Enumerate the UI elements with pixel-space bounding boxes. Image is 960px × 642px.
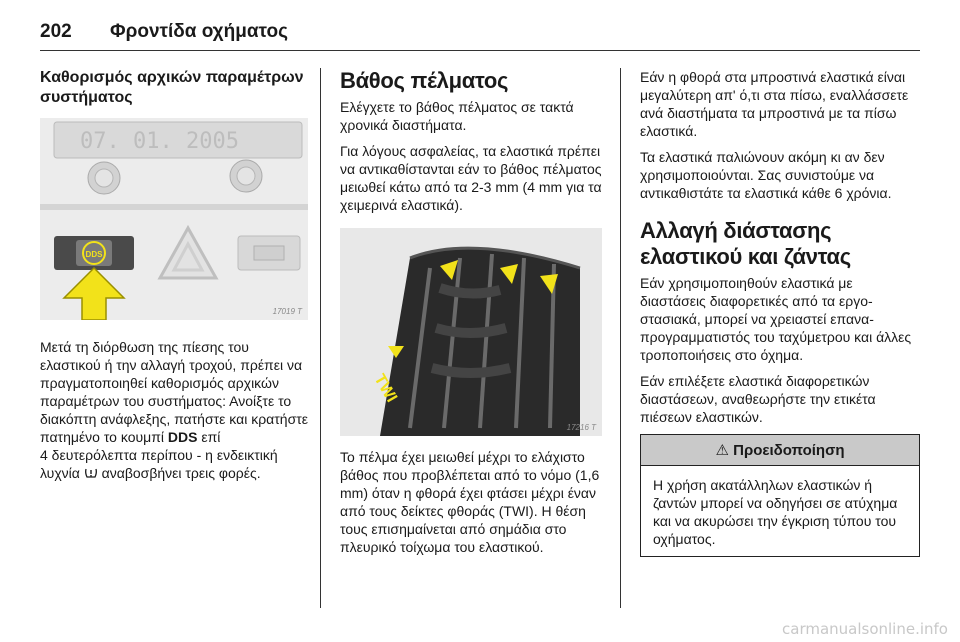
chapter-title: Φροντίδα οχήματος: [110, 21, 288, 42]
tread-paragraph-2: Για λόγους ασφαλείας, τα ελαστικά πρέπει να αντικαθίστανται εάν το βάθος πέλματος μειωθεί κάτω από τα 2-3 mm (4 mm για τα χειμερινά ελαστικά).: [340, 143, 602, 213]
tread-paragraph-1: Ελέγχετε το βάθος πέλματος σε τακτά χρονικά διαστήματα.: [340, 99, 574, 133]
warning-heading: Προειδοποίηση: [733, 442, 845, 459]
size-paragraph-1: Εάν χρησιμοποιηθούν ελαστικά με διαστάσεις διαφορετικές από τα εργοστασιακά, μπορεί να χρειαστεί επαναπρογραμματιστός του ταχύμετρου και άλλες τροποποιήσεις στο όχημα.: [640, 275, 912, 363]
column-divider: [620, 68, 621, 608]
dds-bold: DDS: [167, 429, 198, 445]
page-header: [40, 14, 920, 51]
dashboard-illustration: [40, 118, 308, 320]
tire-pressure-warning-icon: [84, 467, 98, 479]
section-title-reset: Καθορισμός αρχικών παραμέτρων συστήματος: [40, 69, 304, 106]
reset-paragraph-1: Μετά τη διόρθωση της πίεσης του ελαστικού ή την αλλαγή τροχού, πρέπει να πραγματοποιηθεί καθορισμός αρχικών παραμέτρων του συστήματος: Ανοίξτε το διακόπτη ανάφλεξης, πατήστε και κρατήστε πατημένο το κουμπί DDS επί 4 δευτερόλεπτα περίπου - η ενδεικτική λυχνία αναβοσβήνει τρεις φορές.: [40, 339, 308, 481]
figure-tread-indicator: [340, 228, 602, 436]
size-paragraph-2: Εάν επιλέξετε ελαστικά διαφορετικών διαστάσεων, αναθεωρήστε την ετικέτα πιέσεων ελαστικών.: [640, 373, 876, 425]
column-tread-depth: [340, 68, 602, 564]
rotation-paragraph: Εάν η φθορά στα μπροστινά ελαστικά είναι μεγαλύτερη απ' ό,τι στα πίσω, εναλλάσσετε ανά διαστήματα τα μπροστινά με τα πίσω ελαστικά.: [640, 69, 909, 139]
display-readout: 07. 01. 2005: [80, 129, 239, 154]
warning-header: [641, 435, 919, 466]
watermark: carmanualsonline.info: [782, 620, 948, 638]
column-divider: [320, 68, 321, 608]
warning-box: [640, 434, 920, 557]
section-title-tread: Βάθος πέλματος: [340, 68, 509, 93]
warning-triangle-icon: ⚠: [715, 442, 729, 459]
tire-tread-illustration: [340, 228, 602, 436]
section-title-size-change: Αλλαγή διάστασης ελαστικού και ζάντας: [640, 218, 851, 269]
figure-code: 17019 T: [272, 307, 302, 316]
tread-paragraph-3: Το πέλμα έχει μειωθεί μέχρι το ελάχιστο βάθος που προβλέπεται από το νόμο (1,6 mm) όταν η φθορά έχει φτάσει μέχρι έναν από τους δείκτες φθοράς (TWI). Η θέση τους επισημαίνεται από σημάδια στο πλευρικό τοίχωμα του ελαστικού.: [340, 449, 600, 555]
page-number: 202: [40, 21, 72, 42]
warning-text: Η χρήση ακατάλληλων ελαστικών ή ζαντών μπορεί να οδηγήσει σε ατύχημα και να ακυρώσει την έγκριση τύπου του οχήματος.: [653, 477, 898, 547]
twi-label: TWI: [370, 371, 400, 406]
warning-body: [641, 466, 919, 556]
aging-paragraph: Τα ελαστικά παλιώνουν ακόμη κι αν δεν χρησιμοποιούνται. Σας συνιστούμε να αντικαθιστάτε τα ελαστικά κάθε 6 χρόνια.: [640, 149, 892, 201]
dds-button-label: DDS: [85, 250, 103, 259]
figure-code: 17216 T: [566, 423, 596, 432]
column-reset-system: [40, 68, 308, 490]
column-tire-change: [640, 68, 920, 557]
figure-dds-button: [40, 118, 308, 320]
